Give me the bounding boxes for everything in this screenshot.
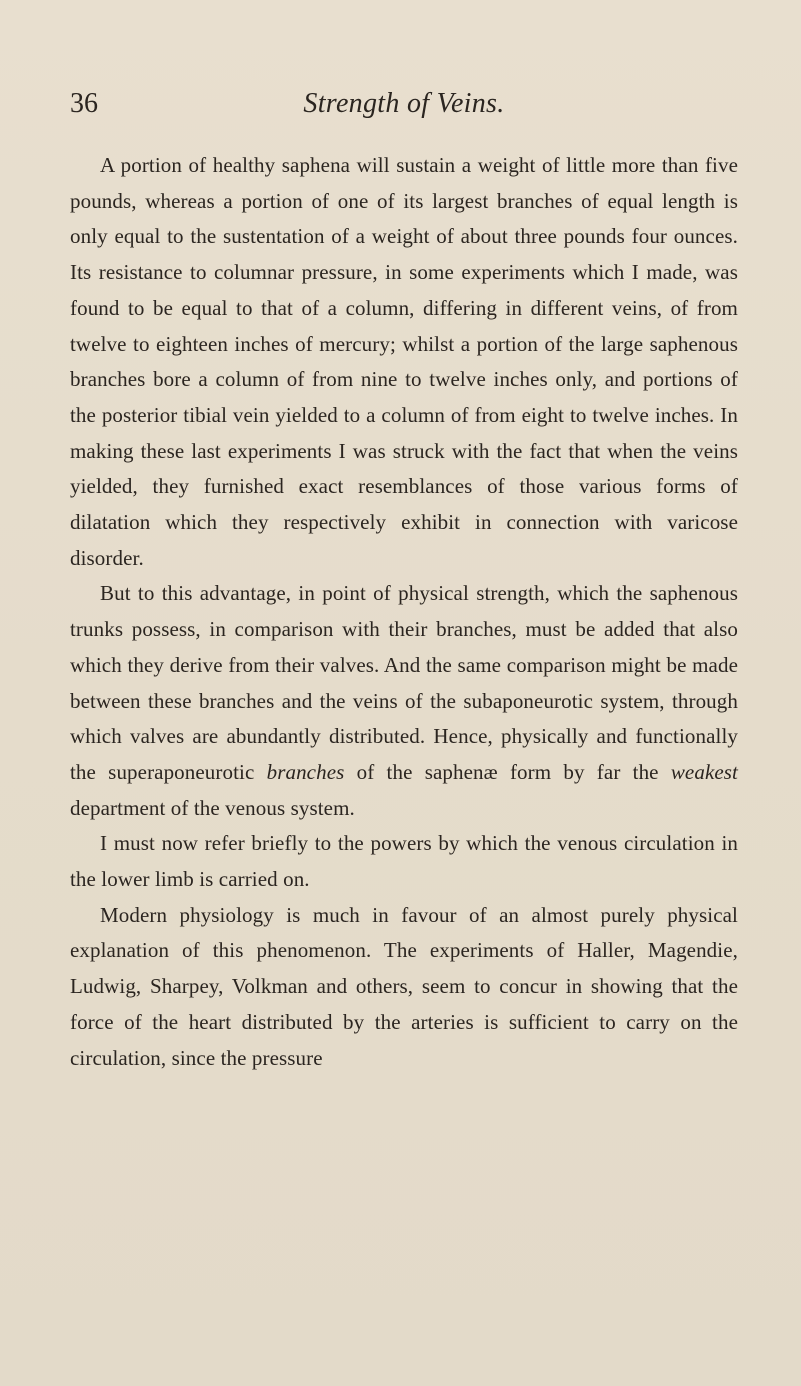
paragraph-text: of the saphenæ form by far the bbox=[344, 759, 671, 784]
paragraph-3 bbox=[70, 826, 738, 897]
paragraph-4 bbox=[70, 898, 738, 1077]
italic-text: weakest bbox=[670, 759, 738, 784]
italic-text: branches bbox=[266, 759, 345, 784]
page-number: 36 bbox=[70, 88, 98, 119]
paragraph-text: A portion of healthy saphena will sustain a weight of little more than five pounds, whereas a portion of one of its largest branches of equal length is only equal to the sustentation of a weight of about three pounds four ounces. Its resistance to columnar pressure, in some experiments which I made, was found to be equal to that of a column, differing in different veins, of from twelve to eighteen inches of mercury; whilst a portion of the large saphenous branches bore a column of from nine to twelve inches only, and portions of the posterior tibial vein yielded to a column of from eight to twelve inches. In making these last experiments I was struck with the fact that when the veins yielded, they furnished exact resemblances of those various forms of dilatation which they respectively exhibit in connection with varicose disorder. bbox=[70, 153, 738, 570]
page-header bbox=[70, 84, 738, 124]
paragraph-text: I must now refer briefly to the powers by which the venous circulation in the lower limb is carried on. bbox=[70, 831, 738, 892]
paragraph-1 bbox=[70, 148, 738, 576]
paragraph-text: But to this advantage, in point of physical strength, which the saphenous trunks possess, in comparison with their branches, must be added that also which they derive from their valves. And the same comparison might be made between these branches and the veins of the subaponeurotic system, through which valves are abundantly distributed. Hence, physically and functionally the superaponeurotic bbox=[70, 581, 738, 784]
body-text bbox=[70, 148, 738, 1076]
paragraph-2 bbox=[70, 576, 738, 826]
paragraph-text: Modern physiology is much in favour of an almost purely physical explanation of this phenomenon. The experiments of Haller, Magendie, Ludwig, Sharpey, Volkman and others, seem to concur in showing that the force of the heart distributed by the arteries is sufficient to carry on the circulation, since the pressure bbox=[70, 902, 738, 1070]
paragraph-text: department of the venous system. bbox=[70, 795, 355, 820]
running-title: Strength of Veins. bbox=[303, 88, 505, 119]
